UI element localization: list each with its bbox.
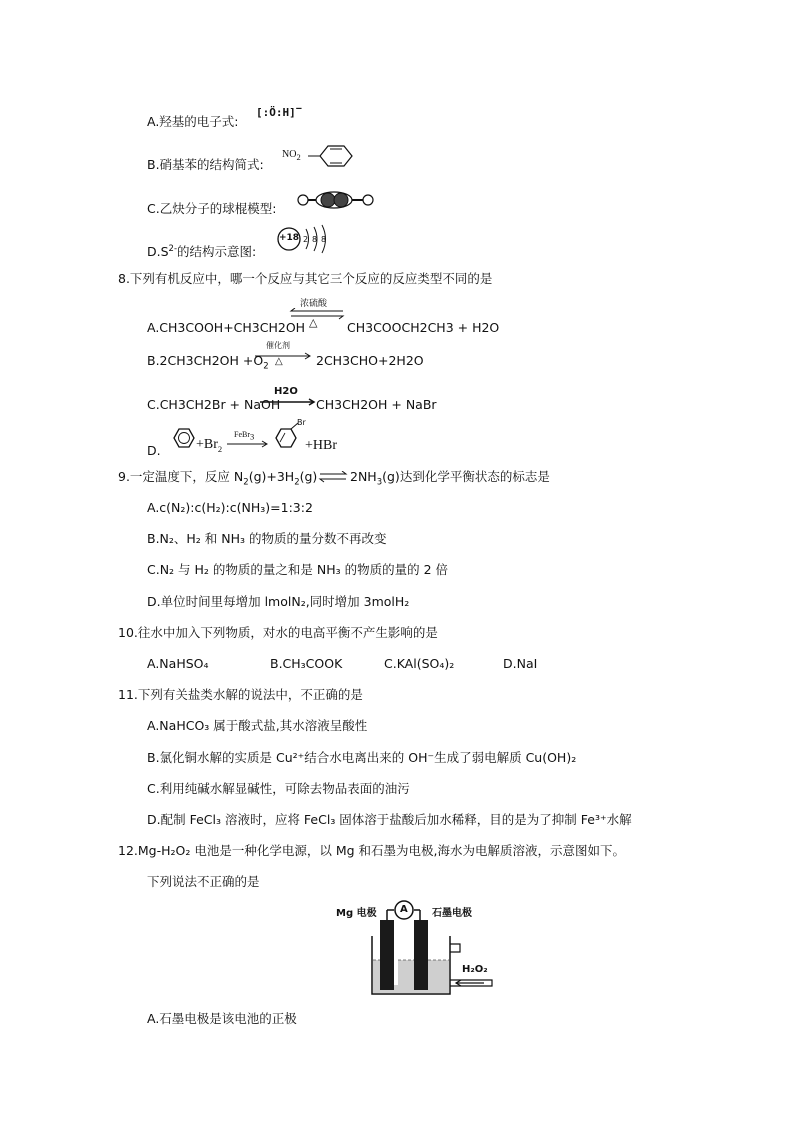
q9-option-c: C.N₂ 与 H₂ 的物质的量之和是 NH₃ 的物质的量的 2 倍 bbox=[147, 562, 449, 577]
q9-stem-right: $2NH_3(g)$达到化学平衡状态的标志是 bbox=[350, 469, 550, 488]
condition-water: H2O bbox=[274, 386, 298, 397]
q12-stem: 12.Mg-H₂O₂ 电池是一种化学电源，以 Mg 和石墨为电极,海水为电解质溶液，示意图如下。 bbox=[118, 843, 625, 858]
q8-stem: 8.下列有机反应中，哪一个反应与其它三个反应的反应类型不同的是 bbox=[118, 271, 493, 286]
reaction-arrow-icon-c bbox=[258, 398, 318, 406]
condition-febr3: FeBr$_3$ bbox=[234, 430, 255, 442]
q11-option-b: B.氯化铜水解的实质是 Cu²⁺结合水电离出来的 OH⁻生成了弱电解质 Cu(OH)₂ bbox=[147, 750, 577, 765]
q8-option-a-left: A.CH3COOH+CH3CH2OH bbox=[147, 320, 306, 335]
q7-option-b-text: B.硝基苯的结构简式: bbox=[147, 157, 264, 172]
shell-1-count: 2 bbox=[303, 235, 309, 244]
q9-option-d: D.单位时间里每增加 lmolN₂,同时增加 3molH₂ bbox=[147, 594, 410, 609]
condition-heat-b: △ bbox=[275, 356, 283, 367]
q8-option-b-left: $B.2CH3CH2OH +O_2$ bbox=[147, 353, 269, 372]
q7-option-a bbox=[147, 114, 239, 130]
benzene-ring-icon bbox=[306, 143, 376, 169]
q12-option-a: A.石墨电极是该电池的正极 bbox=[147, 1011, 297, 1026]
sulfide-ion-structure-diagram bbox=[276, 224, 346, 254]
febr3-arrow-conditions bbox=[226, 430, 270, 450]
q7-option-b bbox=[147, 157, 264, 173]
q12-stem-2: 下列说法不正确的是 bbox=[147, 874, 260, 889]
q7-option-c-text: C.乙炔分子的球棍模型: bbox=[147, 201, 277, 216]
condition-heat: △ bbox=[309, 316, 318, 329]
graphite-electrode-label: 石墨电极 bbox=[432, 908, 472, 919]
q7-d-charge: 2- bbox=[168, 243, 178, 254]
hydroxyl-formula-text: [:Ö:H] bbox=[256, 106, 296, 119]
mg-h2o2-battery-diagram bbox=[322, 900, 497, 1000]
nucleus-charge: +18 bbox=[279, 233, 300, 243]
q7-d-prefix: D.S bbox=[147, 244, 169, 259]
q7-option-c bbox=[147, 201, 276, 217]
q8-option-d-label: D. bbox=[147, 443, 161, 458]
q10-stem: 10.往水中加入下列物质，对水的电高平衡不产生影响的是 bbox=[118, 625, 438, 640]
benzene-reactant-icon bbox=[168, 423, 198, 453]
q8-d-bromine: $+Br_2$ bbox=[196, 437, 223, 454]
q8-option-b-right: 2CH3CHO+2H2O bbox=[316, 353, 424, 368]
shell-2-count: 8 bbox=[312, 235, 318, 244]
reaction-arrow-icon bbox=[253, 352, 313, 360]
q8-option-a-right: CH3COOCH2CH3 + H2O bbox=[347, 320, 500, 335]
shell-3-count: 8 bbox=[321, 235, 327, 244]
q11-option-d: D.配制 FeCl₃ 溶液时，应将 FeCl₃ 固体溶于盐酸后加水稀释，目的是为了抑制 Fe³⁺水解 bbox=[147, 812, 632, 827]
q10-option-c: C.KAl(SO₄)₂ bbox=[384, 656, 455, 671]
q10-option-b: B.CH₃COOK bbox=[270, 656, 343, 671]
q7-option-a-text: A.羟基的电子式: bbox=[147, 114, 239, 129]
q8-option-c-left: C.CH3CH2Br + NaOH bbox=[147, 397, 281, 412]
q8-option-c-right: CH3CH2OH + NaBr bbox=[316, 397, 437, 412]
reaction-arrow-icon-d bbox=[226, 440, 270, 448]
nitro-group-label: $NO_2$ bbox=[282, 149, 301, 162]
q9-stem: 9.一定温度下，反应 $N_2(g)+3H_2(g)$ bbox=[118, 469, 318, 488]
h2o2-inlet-label: H₂O₂ bbox=[462, 964, 488, 975]
q10-option-d: D.NaI bbox=[503, 656, 538, 671]
hydroxyl-electron-formula bbox=[256, 103, 302, 119]
q11-stem: 11.下列有关盐类水解的说法中，不正确的是 bbox=[118, 687, 363, 702]
water-arrow-conditions bbox=[258, 386, 318, 408]
condition-conc-sulfuric-acid: 浓硫酸 bbox=[300, 299, 328, 309]
q9-option-b: B.N₂、H₂ 和 NH₃ 的物质的量分数不再改变 bbox=[147, 531, 387, 546]
condition-catalyst: 催化剂 bbox=[266, 341, 290, 350]
bromobenzene-br-label: Br bbox=[297, 418, 306, 427]
q7-option-d bbox=[147, 244, 256, 260]
ammeter-label: A bbox=[400, 904, 408, 915]
q10-option-a: A.NaHSO₄ bbox=[147, 656, 209, 671]
hydroxyl-charge: − bbox=[295, 103, 302, 115]
equilibrium-arrow-icon-q9 bbox=[318, 471, 348, 483]
q9-option-a: A.c(N₂):c(H₂):c(NH₃)=1:3:2 bbox=[147, 500, 313, 515]
q8-d-hbr: +HBr bbox=[305, 438, 338, 453]
catalyst-arrow-conditions bbox=[253, 340, 313, 368]
q11-option-a: A.NaHCO₃ 属于酸式盐,其水溶液呈酸性 bbox=[147, 718, 368, 733]
q7-d-text: 的结构示意图: bbox=[177, 244, 257, 259]
mg-electrode-label: Mg 电极 bbox=[336, 908, 377, 919]
reversible-arrow-conditions bbox=[287, 296, 347, 330]
q11-option-c: C.利用纯碱水解显碱性，可除去物品表面的油污 bbox=[147, 781, 410, 796]
acetylene-ball-stick-model-icon bbox=[296, 188, 376, 212]
